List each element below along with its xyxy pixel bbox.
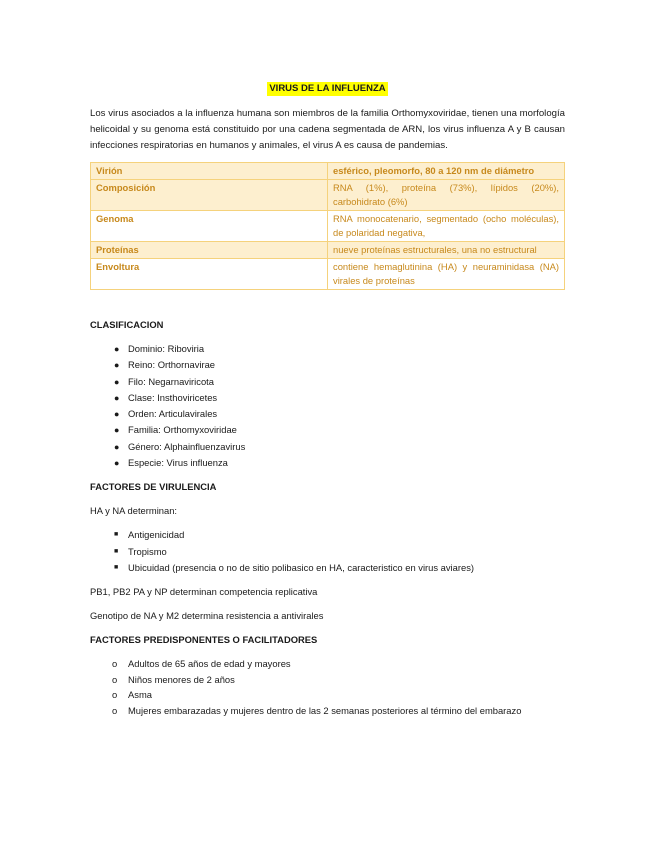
circle-bullet-icon: o: [112, 673, 118, 685]
table-row: [91, 211, 565, 242]
table-row: [91, 259, 565, 290]
document-title: VIRUS DE LA INFLUENZA: [269, 83, 386, 94]
title-wrap: [90, 78, 565, 96]
square-bullet-icon: ■: [114, 531, 119, 539]
list-item: ● Dominio: Riboviria: [90, 341, 565, 357]
list-item: o Niños menores de 2 años: [90, 672, 565, 688]
predisponentes-heading: FACTORES PREDISPONENTES O FACILITADORES: [90, 634, 318, 646]
bullet-icon: ●: [114, 458, 120, 469]
table-key: Composición: [91, 180, 328, 211]
bullet-icon: ●: [114, 360, 120, 371]
bullet-icon: ●: [114, 344, 120, 354]
table-value: esférico, pleomorfo, 80 a 120 nm de diámetro: [328, 163, 565, 180]
table-value: RNA monocatenario, segmentado (ocho moléculas), de polaridad negativa,: [328, 211, 565, 242]
table-row: [91, 163, 565, 180]
clasificacion-heading: CLASIFICACION: [90, 319, 164, 330]
table-key: Genoma: [91, 211, 328, 242]
table-value: contiene hemaglutinina (HA) y neuraminidasa (NA) virales de proteínas: [328, 259, 565, 290]
circle-bullet-icon: o: [112, 704, 118, 716]
list-item: ■ Ubicuidad (presencia o no de sitio polibasico en HA, caracteristico en virus aviares): [90, 560, 565, 576]
document-page: [90, 0, 565, 718]
list-item: ● Orden: Articulavirales: [90, 406, 565, 422]
virulencia-heading: FACTORES DE VIRULENCIA: [90, 481, 217, 493]
list-item: ● Clase: Insthoviricetes: [90, 390, 565, 406]
list-item: o Asma: [90, 687, 565, 703]
square-bullet-icon: ■: [114, 563, 119, 571]
bullet-icon: ●: [114, 392, 120, 403]
table-row: [91, 242, 565, 259]
virus-info-table: [90, 162, 565, 290]
bullet-icon: ●: [114, 376, 120, 387]
circle-bullet-icon: o: [112, 658, 118, 670]
table-value: nueve proteínas estructurales, una no estructural: [328, 242, 565, 259]
virulencia-line-2: Genotipo de NA y M2 determina resistencia a antivirales: [90, 610, 324, 622]
virulencia-intro: HA y NA determinan:: [90, 505, 178, 517]
table-key: Envoltura: [91, 259, 328, 290]
table-key: Proteínas: [91, 242, 328, 259]
list-item: o Adultos de 65 años de edad y mayores: [90, 656, 565, 672]
list-item: ● Filo: Negarnaviricota: [90, 374, 565, 390]
table-row: [91, 180, 565, 211]
intro-paragraph: Los virus asociados a la influenza humana son miembros de la familia Orthomyxoviridae, tienen una morfología helicoidal y su genoma está constituido por una cadena segmentada de ARN, los virus influenza A y B causan infecciones respiratorias en humanos y animales, el virus A es causa de pandemias.: [90, 108, 565, 151]
predisponentes-list: [90, 656, 565, 718]
bullet-icon: ●: [114, 409, 120, 420]
bullet-icon: ●: [114, 425, 120, 436]
virulencia-line-1: PB1, PB2 PA y NP determinan competencia replicativa: [90, 586, 318, 598]
table-value: RNA (1%), proteína (73%), lípidos (20%), carbohidrato (6%): [328, 180, 565, 211]
list-item: ● Especie: Virus influenza: [90, 455, 565, 471]
clasificacion-list: [90, 341, 565, 471]
bullet-icon: ●: [114, 441, 120, 452]
list-item: ● Género: Alphainfluenzavirus: [90, 439, 565, 455]
square-bullet-icon: ■: [114, 547, 119, 555]
table-key: Virión: [91, 163, 328, 180]
list-item: ■ Tropismo: [90, 544, 565, 560]
list-item: ● Familia: Orthomyxoviridae: [90, 422, 565, 438]
circle-bullet-icon: o: [112, 689, 118, 701]
list-item: ● Reino: Orthornavirae: [90, 357, 565, 373]
list-item: ■ Antigenicidad: [90, 527, 565, 543]
list-item: o Mujeres embarazadas y mujeres dentro de las 2 semanas posteriores al término del embarazo: [90, 703, 565, 719]
virulencia-list: [90, 527, 565, 576]
